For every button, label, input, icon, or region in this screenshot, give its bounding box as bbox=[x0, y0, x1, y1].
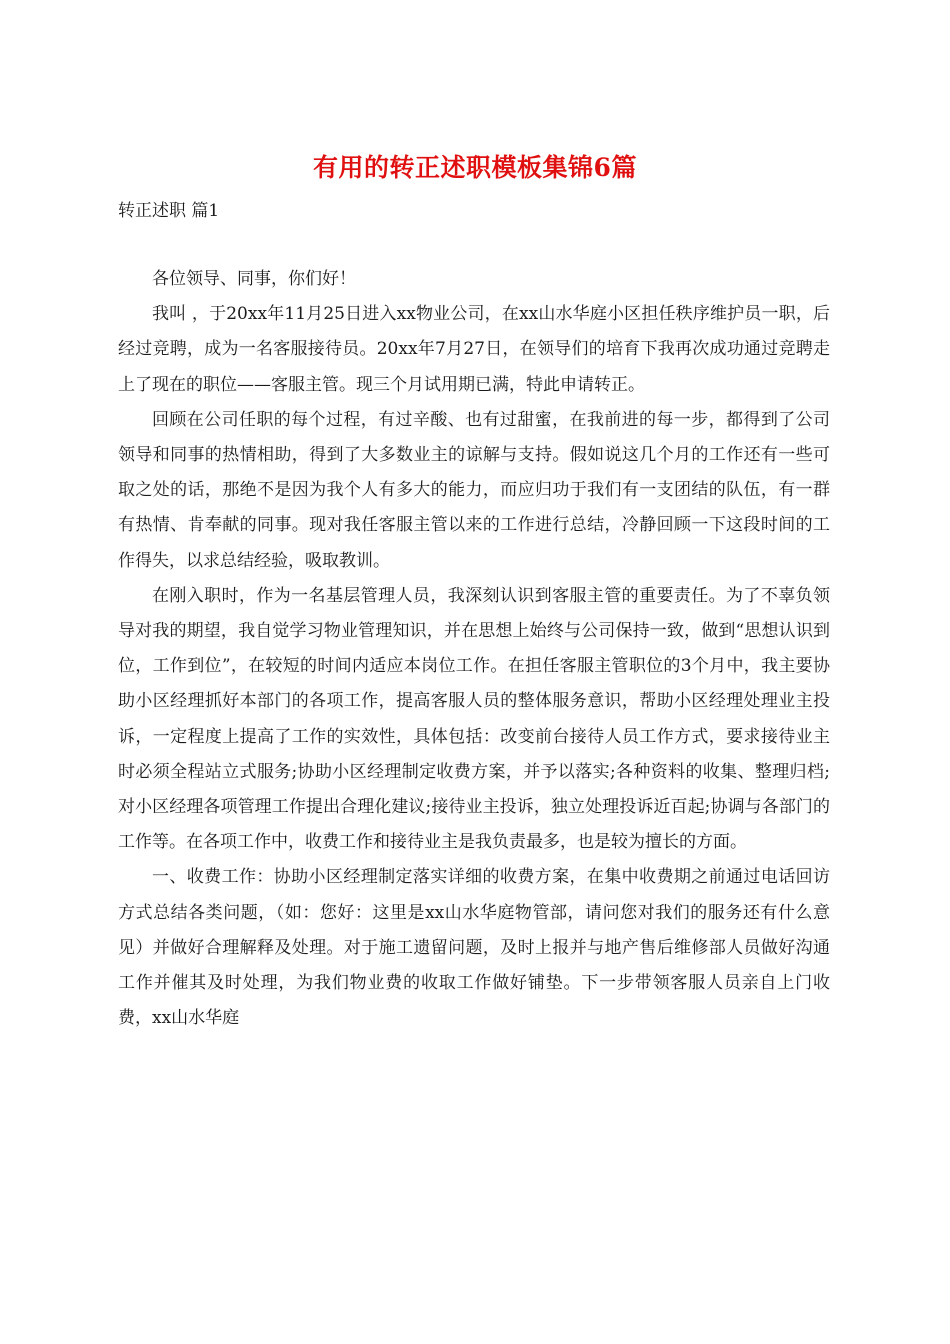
section-heading: 转正述职 篇1 bbox=[118, 201, 220, 221]
document-body bbox=[118, 262, 830, 1036]
review-paragraph: 回顾在公司任职的每个过程，有过辛酸、也有过甜蜜，在我前进的每一步，都得到了公司领导和同事的热情相助，得到了大多数业主的谅解与支持。假如说这几个月的工作还有一些可取之处的话，那绝不是因为我个人有多大的能力，而应归功于我们有一支团结的队伍，有一群有热情、肯奉献的同事。现对我任客服主管以来的工作进行总结，冷静回顾一下这段时间的工作得失，以求总结经验，吸取教训。 bbox=[118, 409, 830, 571]
duties-paragraph: 在刚入职时，作为一名基层管理人员，我深刻认识到客服主管的重要责任。为了不辜负领导对我的期望，我自觉学习物业管理知识，并在思想上始终与公司保持一致，做到“思想认识到位，工作到位”，在较短的时间内适应本岗位工作。在担任客服主管职位的3个月中，我主要协助小区经理抓好本部门的各项工作，提高客服人员的整体服务意识，帮助小区经理处理业主投诉，一定程度上提高了工作的实效性，具体包括：改变前台接待人员工作方式，要求接待业主时必须全程站立式服务;协助小区经理制定收费方案，并予以落实;各种资料的收集、整理归档;对小区经理各项管理工作提出合理化建议;接待业主投诉，独立处理投诉近百起;协调与各部门的工作等。在各项工作中，收费工作和接待业主是我负责最多，也是较为擅长的方面。 bbox=[118, 585, 830, 853]
greeting-paragraph: 各位领导、同事，你们好！ bbox=[152, 269, 356, 289]
introduction-paragraph: 我叫 ，于20xx年11月25日进入xx物业公司，在xx山水华庭小区担任秩序维护员一职，后经过竞聘，成为一名客服接待员。20xx年7月27日，在领导们的培育下我再次成功通过竞聘走上了现在的职位——客服主管。现三个月试用期已满，特此申请转正。 bbox=[118, 304, 830, 395]
document-title: 有用的转正述职模板集锦6篇 bbox=[313, 153, 637, 182]
fee-collection-paragraph: 一、收费工作：协助小区经理制定落实详细的收费方案，在集中收费期之前通过电话回访方式总结各类问题，（如：您好：这里是xx山水华庭物管部，请问您对我们的服务还有什么意见）并做好合理解释及处理。对于施工遗留问题，及时上报并与地产售后维修部人员做好沟通工作并催其及时处理，为我们物业费的收取工作做好铺垫。下一步带领客服人员亲自上门收费，xx山水华庭 bbox=[118, 867, 830, 1029]
